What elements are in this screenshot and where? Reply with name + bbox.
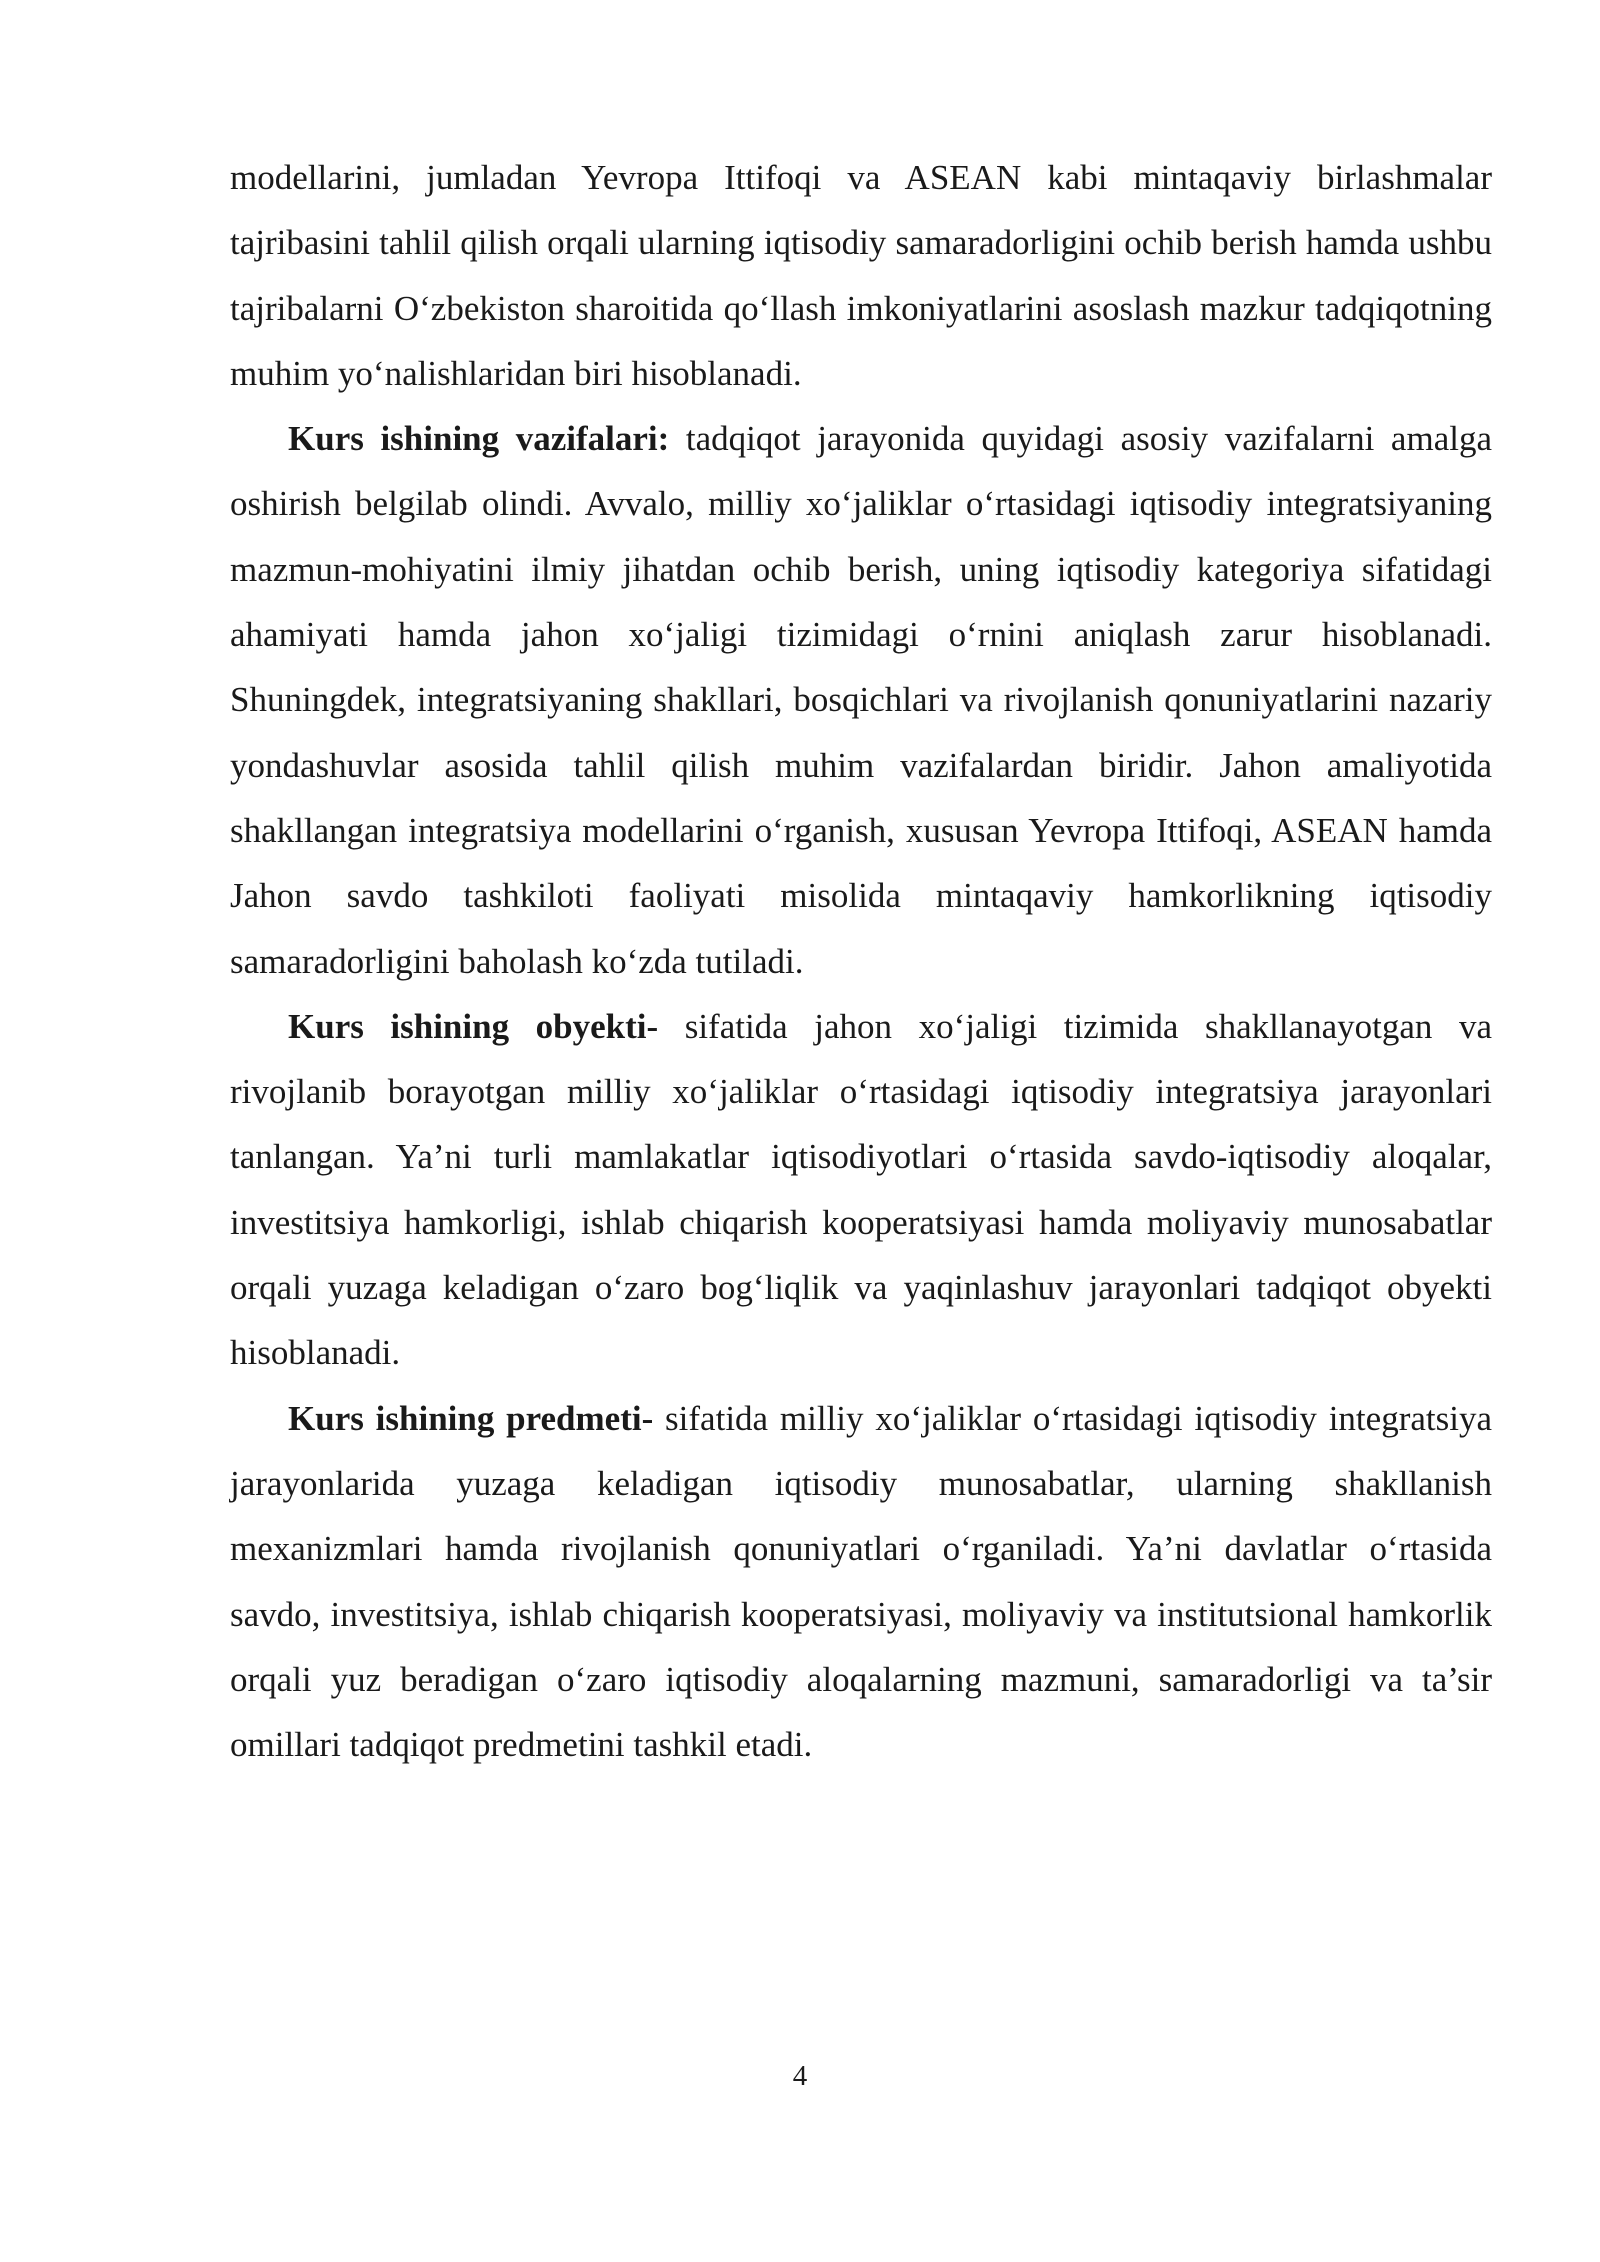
paragraph-text: modellarini, jumladan Yevropa Ittifoqi va ASEAN kabi mintaqaviy birlashmalar tajribasini tahlil qilish orqali ularning iqtisodiy samaradorligini ochib berish hamda ushbu tajribalarni O‘zbekiston sharoitida qo‘llash imkoniyatlarini asoslash mazkur tadqiqotning muhim yo‘nalishlaridan biri hisoblanadi.: [230, 158, 1492, 393]
paragraph-tasks: [230, 406, 1492, 994]
paragraph-object: [230, 994, 1492, 1386]
body-text: [230, 145, 1492, 1777]
paragraph-text: tadqiqot jarayonida quyidagi asosiy vazifalarni amalga oshirish belgilab olindi. Avvalo, milliy xo‘jaliklar o‘rtasidagi iqtisodiy integratsiyaning mazmun-mohiyatini ilmiy jihatdan ochib berish, uning iqtisodiy kategoriya sifatidagi ahamiyati hamda jahon xo‘jaligi tizimidagi o‘rnini aniqlash zarur hisoblanadi. Shuningdek, integratsiyaning shakllari, bosqichlari va rivojlanish qonuniyatlarini nazariy yondashuvlar asosida tahlil qilish muhim vazifalardan biridir. Jahon amaliyotida shakllangan integratsiya modellarini o‘rganish, xususan Yevropa Ittifoqi, ASEAN hamda Jahon savdo tashkiloti faoliyati misolida mintaqaviy hamkorlikning iqtisodiy samaradorligini baholash ko‘zda tutiladi.: [230, 419, 1492, 981]
paragraph-text: sifatida milliy xo‘jaliklar o‘rtasidagi iqtisodiy integratsiya jarayonlarida yuzaga keladigan iqtisodiy munosabatlar, ularning shakllanish mexanizmlari hamda rivojlanish qonuniyatlari o‘rganiladi. Ya’ni davlatlar o‘rtasida savdo, investitsiya, ishlab chiqarish kooperatsiyasi, moliyaviy va institutsional hamkorlik orqali yuz beradigan o‘zaro iqtisodiy aloqalarning mazmuni, samaradorligi va ta’sir omillari tadqiqot predmetini tashkil etadi.: [230, 1398, 1492, 1765]
page-number: 4: [792, 2060, 808, 2092]
paragraph-heading-object: Kurs ishining obyekti-: [288, 1006, 659, 1046]
paragraph-continuation: [230, 145, 1492, 406]
paragraph-text: sifatida jahon xo‘jaligi tizimida shakllanayotgan va rivojlanib borayotgan milliy xo‘jaliklar o‘rtasidagi iqtisodiy integratsiya jarayonlari tanlangan. Ya’ni turli mamlakatlar iqtisodiyotlari o‘rtasida savdo-iqtisodiy aloqalar, investitsiya hamkorligi, ishlab chiqarish kooperatsiyasi hamda moliyaviy munosabatlar orqali yuzaga keladigan o‘zaro bog‘liqlik va yaqinlashuv jarayonlari tadqiqot obyekti hisoblanadi.: [230, 1006, 1492, 1373]
paragraph-heading-tasks: Kurs ishining vazifalari:: [288, 419, 670, 459]
paragraph-subject: [230, 1386, 1492, 1778]
paragraph-heading-subject: Kurs ishining predmeti-: [288, 1398, 654, 1438]
